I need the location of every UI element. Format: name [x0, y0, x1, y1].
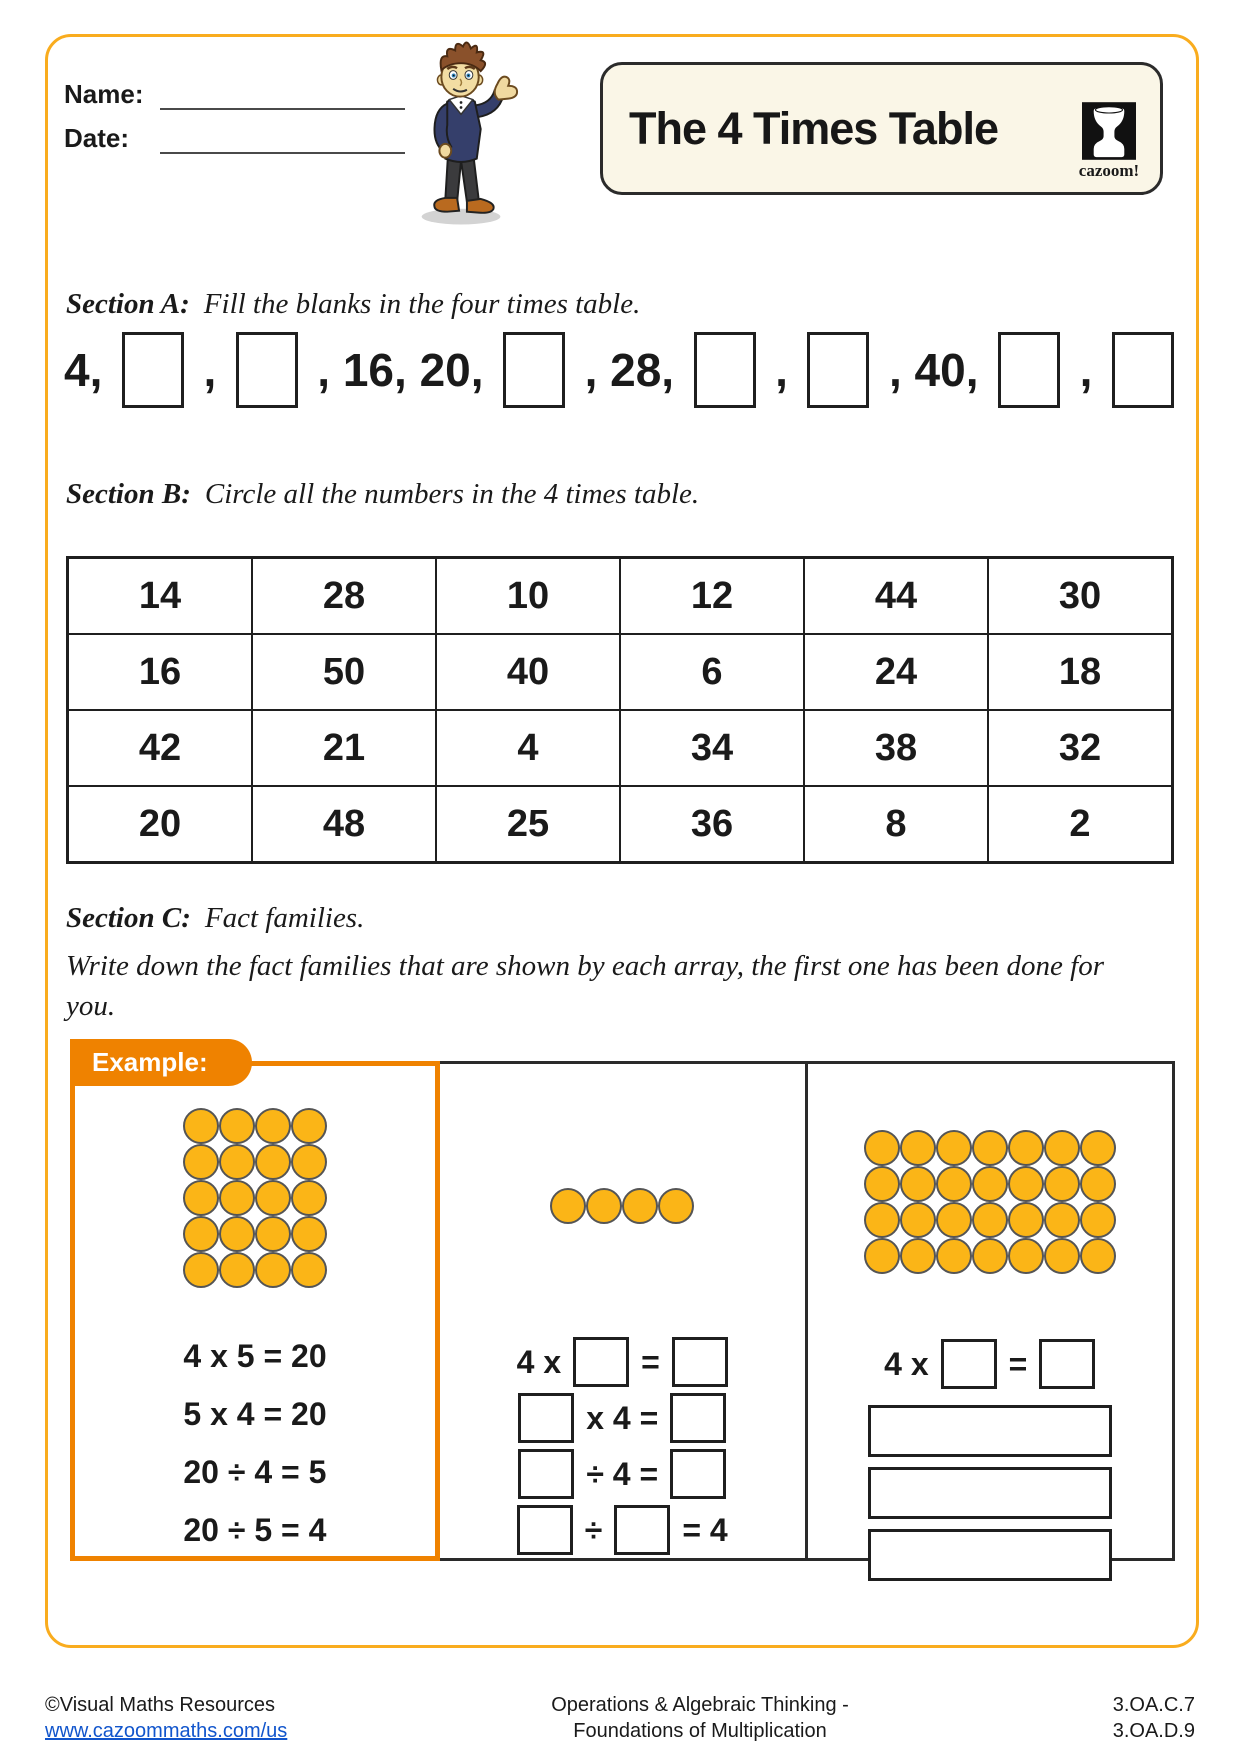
counter-dot	[1008, 1202, 1044, 1238]
counter-dot	[972, 1202, 1008, 1238]
number-cell[interactable]: 48	[253, 787, 437, 861]
equation-text: ,	[203, 344, 217, 396]
number-cell[interactable]: 8	[805, 787, 989, 861]
answer-box[interactable]	[122, 332, 184, 408]
answer-box[interactable]	[503, 332, 565, 408]
equation-text: ÷	[584, 1511, 603, 1548]
number-cell[interactable]: 18	[1058, 650, 1102, 693]
section-a-heading	[66, 288, 640, 321]
answer-box[interactable]	[573, 1337, 629, 1387]
counter-dot	[936, 1130, 972, 1166]
answer-line[interactable]	[868, 1467, 1112, 1519]
number-cell[interactable]: 30	[1058, 574, 1102, 617]
fact-cell-3	[808, 1064, 1173, 1558]
counter-dot	[1044, 1238, 1080, 1274]
cazoom-logo	[1074, 102, 1144, 181]
answer-line[interactable]	[868, 1529, 1112, 1581]
section-b-instruction: Circle all the numbers in the 4 times table.	[204, 478, 700, 510]
counter-dot	[658, 1188, 694, 1224]
example-tab: Example:	[70, 1039, 252, 1086]
counter-dot	[255, 1216, 291, 1252]
answer-box[interactable]	[672, 1337, 728, 1387]
answer-box[interactable]	[941, 1339, 997, 1389]
counter-dot	[900, 1238, 936, 1274]
number-cell[interactable]: 25	[437, 787, 621, 861]
counter-dot	[183, 1216, 219, 1252]
equation-text: 4 x	[884, 1345, 929, 1382]
counter-dot	[1008, 1130, 1044, 1166]
answer-box[interactable]	[807, 332, 869, 408]
name-row	[64, 78, 405, 110]
footer-topic-line2: Foundations of Multiplication	[573, 1720, 827, 1742]
equation-text: =	[641, 1343, 660, 1380]
counter-dot	[864, 1130, 900, 1166]
equation-text: ÷ 4 =	[586, 1455, 659, 1492]
fact-cell-2	[440, 1064, 808, 1558]
equation-text: = 4	[682, 1511, 728, 1548]
counter-dot	[219, 1144, 255, 1180]
footer-center	[551, 1692, 849, 1744]
equation-text: =	[1008, 1345, 1028, 1382]
section-c-heading	[66, 902, 364, 935]
counter-dot	[900, 1130, 936, 1166]
website-link[interactable]: www.cazoommaths.com/us	[45, 1720, 288, 1742]
counter-dot	[936, 1166, 972, 1202]
number-cell[interactable]: 38	[805, 711, 989, 785]
answer-lines	[868, 1405, 1112, 1581]
counter-dot	[900, 1202, 936, 1238]
counter-dot	[291, 1144, 327, 1180]
name-label: Name:	[64, 79, 144, 109]
mascot-boy-illustration	[404, 40, 522, 233]
example-box	[70, 1047, 440, 1561]
equation-text: x 4 =	[586, 1399, 659, 1436]
counter-dot	[183, 1180, 219, 1216]
number-cell[interactable]: 24	[805, 635, 989, 709]
number-grid	[66, 556, 1174, 864]
answer-box[interactable]	[517, 1505, 573, 1555]
counter-dot	[972, 1238, 1008, 1274]
counter-dot	[1044, 1166, 1080, 1202]
counter-dot	[972, 1166, 1008, 1202]
counter-dot	[900, 1166, 936, 1202]
number-cell[interactable]: 44	[805, 559, 989, 633]
date-input-line[interactable]	[160, 122, 405, 154]
counter-dot	[219, 1108, 255, 1144]
answer-box[interactable]	[614, 1505, 670, 1555]
footer	[45, 1692, 1195, 1744]
number-cell[interactable]: 50	[253, 635, 437, 709]
counter-dot	[255, 1144, 291, 1180]
number-cell[interactable]: 42	[69, 711, 253, 785]
equation-text: 4 x	[516, 1343, 562, 1380]
section-c-instruction: Write down the fact families that are shown by each array, the first one has been done for you.	[66, 950, 1104, 1023]
counter-dot	[1044, 1130, 1080, 1166]
counter-dot	[550, 1188, 586, 1224]
answer-box[interactable]	[998, 332, 1060, 408]
counter-dot	[586, 1188, 622, 1224]
example-dot-array	[183, 1108, 327, 1288]
counter-dot	[936, 1202, 972, 1238]
answer-box[interactable]	[1039, 1339, 1095, 1389]
counter-dot	[255, 1108, 291, 1144]
number-cell[interactable]: 2	[1069, 802, 1091, 845]
section-b-heading	[66, 478, 699, 511]
counter-dot	[864, 1202, 900, 1238]
equation-rows-2	[517, 1336, 728, 1556]
equation-row	[884, 1338, 1095, 1390]
equation-row	[518, 1392, 726, 1444]
answer-box[interactable]	[236, 332, 298, 408]
drum-icon	[1082, 102, 1136, 160]
counter-dot	[291, 1180, 327, 1216]
counter-dot	[864, 1166, 900, 1202]
counter-dot	[1008, 1166, 1044, 1202]
counter-dot	[183, 1144, 219, 1180]
counter-dot	[972, 1130, 1008, 1166]
equation-text: ,	[775, 344, 788, 396]
equation-text: ,	[1079, 344, 1093, 396]
counter-dot	[864, 1238, 900, 1274]
number-cell[interactable]: 36	[621, 787, 805, 861]
boy-cartoon-icon	[404, 40, 522, 228]
section-a-instruction: Fill the blanks in the four times table.	[203, 288, 641, 320]
answer-box[interactable]	[1112, 332, 1174, 408]
counter-dot	[219, 1216, 255, 1252]
answer-box[interactable]	[694, 332, 756, 408]
standard-codes	[1113, 1692, 1195, 1744]
counter-dot	[219, 1180, 255, 1216]
equation-text: , 40,	[889, 344, 979, 396]
equation-row	[517, 1336, 728, 1388]
name-input-line[interactable]	[160, 78, 405, 110]
counter-dot	[1008, 1238, 1044, 1274]
counter-dot	[1080, 1202, 1116, 1238]
counter-dot	[1080, 1238, 1116, 1274]
grid-row	[69, 559, 1171, 635]
counter-dot	[291, 1252, 327, 1288]
copyright-text: ©Visual Maths Resources	[45, 1694, 276, 1716]
number-cell[interactable]: 32	[1058, 726, 1102, 769]
counter-dot	[291, 1216, 327, 1252]
number-cell[interactable]: 6	[621, 635, 805, 709]
equation-text: , 16, 20,	[317, 344, 484, 396]
section-c-label: Section C:	[66, 902, 191, 934]
section-a-label: Section A:	[66, 288, 190, 320]
number-cell[interactable]: 12	[621, 559, 805, 633]
number-cell[interactable]: 16	[69, 635, 253, 709]
answer-box[interactable]	[518, 1449, 574, 1499]
counter-dot	[183, 1108, 219, 1144]
number-cell[interactable]: 28	[253, 559, 437, 633]
number-cell[interactable]: 14	[69, 559, 253, 633]
number-cell[interactable]: 10	[437, 559, 621, 633]
grid-row	[69, 711, 1171, 787]
counter-dot	[255, 1180, 291, 1216]
counter-dot	[183, 1252, 219, 1288]
page-title: The 4 Times Table	[629, 102, 998, 154]
fact-families-area	[70, 1047, 1175, 1561]
title-box	[600, 62, 1163, 195]
example-equation: 5 x 4 = 20	[183, 1396, 327, 1432]
number-cell[interactable]: 21	[253, 711, 437, 785]
answer-box[interactable]	[518, 1393, 574, 1443]
counter-dot	[1044, 1202, 1080, 1238]
number-cell[interactable]: 34	[621, 711, 805, 785]
grid-row	[69, 635, 1171, 711]
date-label: Date:	[64, 123, 130, 153]
number-cell[interactable]: 20	[69, 787, 253, 861]
counter-dot	[622, 1188, 658, 1224]
counter-dot	[1080, 1130, 1116, 1166]
standard-code-1: 3.OA.C.7	[1112, 1694, 1195, 1716]
number-cell[interactable]: 40	[437, 635, 621, 709]
equation-rows-3	[884, 1338, 1095, 1390]
answer-line[interactable]	[868, 1405, 1112, 1457]
dot-array-3	[864, 1130, 1116, 1274]
counter-dot	[936, 1238, 972, 1274]
section-b-label: Section B:	[66, 478, 191, 510]
equation-row	[518, 1448, 726, 1500]
equation-text: , 28,	[584, 344, 675, 396]
example-equation: 20 ÷ 5 = 4	[183, 1512, 327, 1548]
dot-array-2	[550, 1188, 694, 1224]
answer-box[interactable]	[670, 1449, 726, 1499]
example-equation: 4 x 5 = 20	[183, 1338, 327, 1374]
number-cell[interactable]: 4	[437, 711, 621, 785]
section-c-subtitle: Fact families.	[204, 902, 365, 934]
footer-left	[45, 1692, 287, 1744]
footer-topic-line1: Operations & Algebraic Thinking -	[551, 1694, 849, 1716]
fact-cells	[437, 1061, 1175, 1561]
example-equations	[183, 1338, 326, 1549]
counter-dot	[255, 1252, 291, 1288]
logo-text: cazoom!	[1078, 161, 1140, 180]
equation-row	[517, 1504, 728, 1556]
grid-row	[69, 787, 1171, 861]
name-date-block	[64, 78, 405, 166]
counter-dot	[291, 1108, 327, 1144]
standard-code-2: 3.OA.D.9	[1112, 1720, 1195, 1742]
sequence-row	[64, 332, 1174, 408]
answer-box[interactable]	[670, 1393, 726, 1443]
counter-dot	[1080, 1166, 1116, 1202]
equation-text: 4,	[64, 344, 103, 396]
counter-dot	[219, 1252, 255, 1288]
example-equation: 20 ÷ 4 = 5	[183, 1454, 327, 1490]
date-row	[64, 122, 405, 154]
